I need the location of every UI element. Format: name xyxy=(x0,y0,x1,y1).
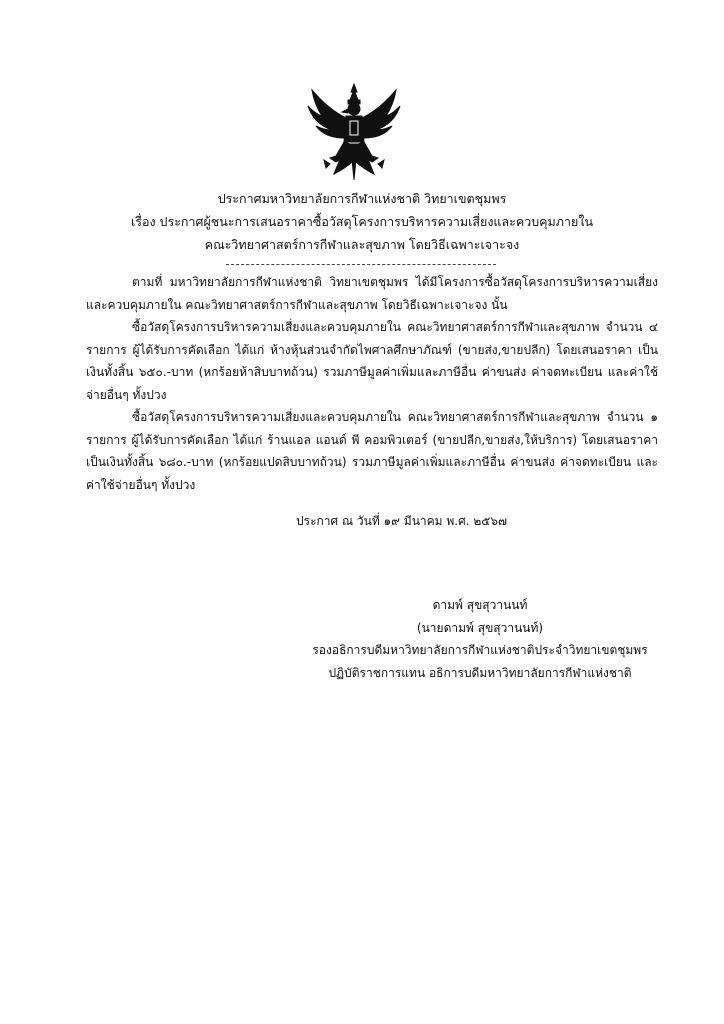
item1-paragraph: ซื้อวัสดุโครงการบริหารความเสี่ยงและควบคุมภายใน คณะวิทยาศาสตร์การกีฬาและสุขภาพ จำนวน ๔ รายการ ผู้ได้รับการคัดเลือก ได้แก่ ห้างหุ้นส่วนจำกัดไพศาลศึกษาภัณฑ์ (ขายส่ง,ขายปลีก) โดยเสนอราคา เป็นเงินทั้งสิ้น ๖๕๐.-บาท (หกร้อยห้าสิบบาทถ้วน) รวมภาษีมูลค่าเพิ่มและภาษีอื่น ค่าขนส่ง ค่าจดทะเบียน และค่าใช้จ่ายอื่นๆ ทั้งปวง xyxy=(86,320,658,402)
signatory-name: (นายดามพ์ สุขสุวานนท์) xyxy=(416,620,544,635)
header-divider xyxy=(226,264,496,265)
garuda-emblem-icon xyxy=(306,82,402,182)
intro-paragraph: ตามที่ มหาวิทยาลัยการกีฬาแห่งชาติ วิทยาเขตชุมพร ได้มีโครงการซื้อวัสดุโครงการบริหารความเสี่ยงและควบคุมภายใน คณะวิทยาศาสตร์การกีฬาและสุขภาพ โดยวิธีเฉพาะเจาะจง นั้น xyxy=(86,275,658,312)
header-subject-continued: คณะวิทยาศาสตร์การกีฬาและสุขภาพ โดยวิธีเฉพาะเจาะจง xyxy=(204,237,520,252)
signature-block xyxy=(300,594,660,684)
header-subject: เรื่อง ประกาศผู้ชนะการเสนอราคาซื้อวัสดุโครงการบริหารความเสี่ยงและควบคุมภายใน xyxy=(130,214,593,229)
announcement-body xyxy=(86,271,658,496)
announcement-date: ประกาศ ณ วันที่ ๑๙ มีนาคม พ.ศ. ๒๕๖๗ xyxy=(296,514,507,528)
signatory-position: รองอธิการบดีมหาวิทยาลัยการกีฬาแห่งชาติประจำวิทยาเขตชุมพร xyxy=(312,643,648,657)
signature: ดามพ์ สุขสุวานนท์ xyxy=(432,598,528,612)
announcement-header xyxy=(60,187,664,256)
header-title: ประกาศมหาวิทยาลัยการกีฬาแห่งชาติ วิทยาเขตชุมพร xyxy=(217,191,507,206)
signatory-acting-position: ปฏิบัติราชการแทน อธิการบดีมหาวิทยาลัยการกีฬาแห่งชาติ xyxy=(328,665,632,680)
item2-paragraph: ซื้อวัสดุโครงการบริหารความเสี่ยงและควบคุมภายใน คณะวิทยาศาสตร์การกีฬาและสุขภาพ จำนวน ๑ รายการ ผู้ได้รับการคัดเลือก ได้แก่ ร้านแอล แอนด์ พี คอมพิวเตอร์ (ขายปลีก,ขายส่ง,ให้บริการ) โดยเสนอราคาเป็นเงินทั้งสิ้น ๖๘๐.-บาท (หกร้อยแปดสิบบาทถ้วน) รวมภาษีมูลค่าเพิ่มและภาษีอื่น ค่าขนส่ง ค่าจดทะเบียน และค่าใช้จ่ายอื่นๆ ทั้งปวง xyxy=(86,410,658,492)
